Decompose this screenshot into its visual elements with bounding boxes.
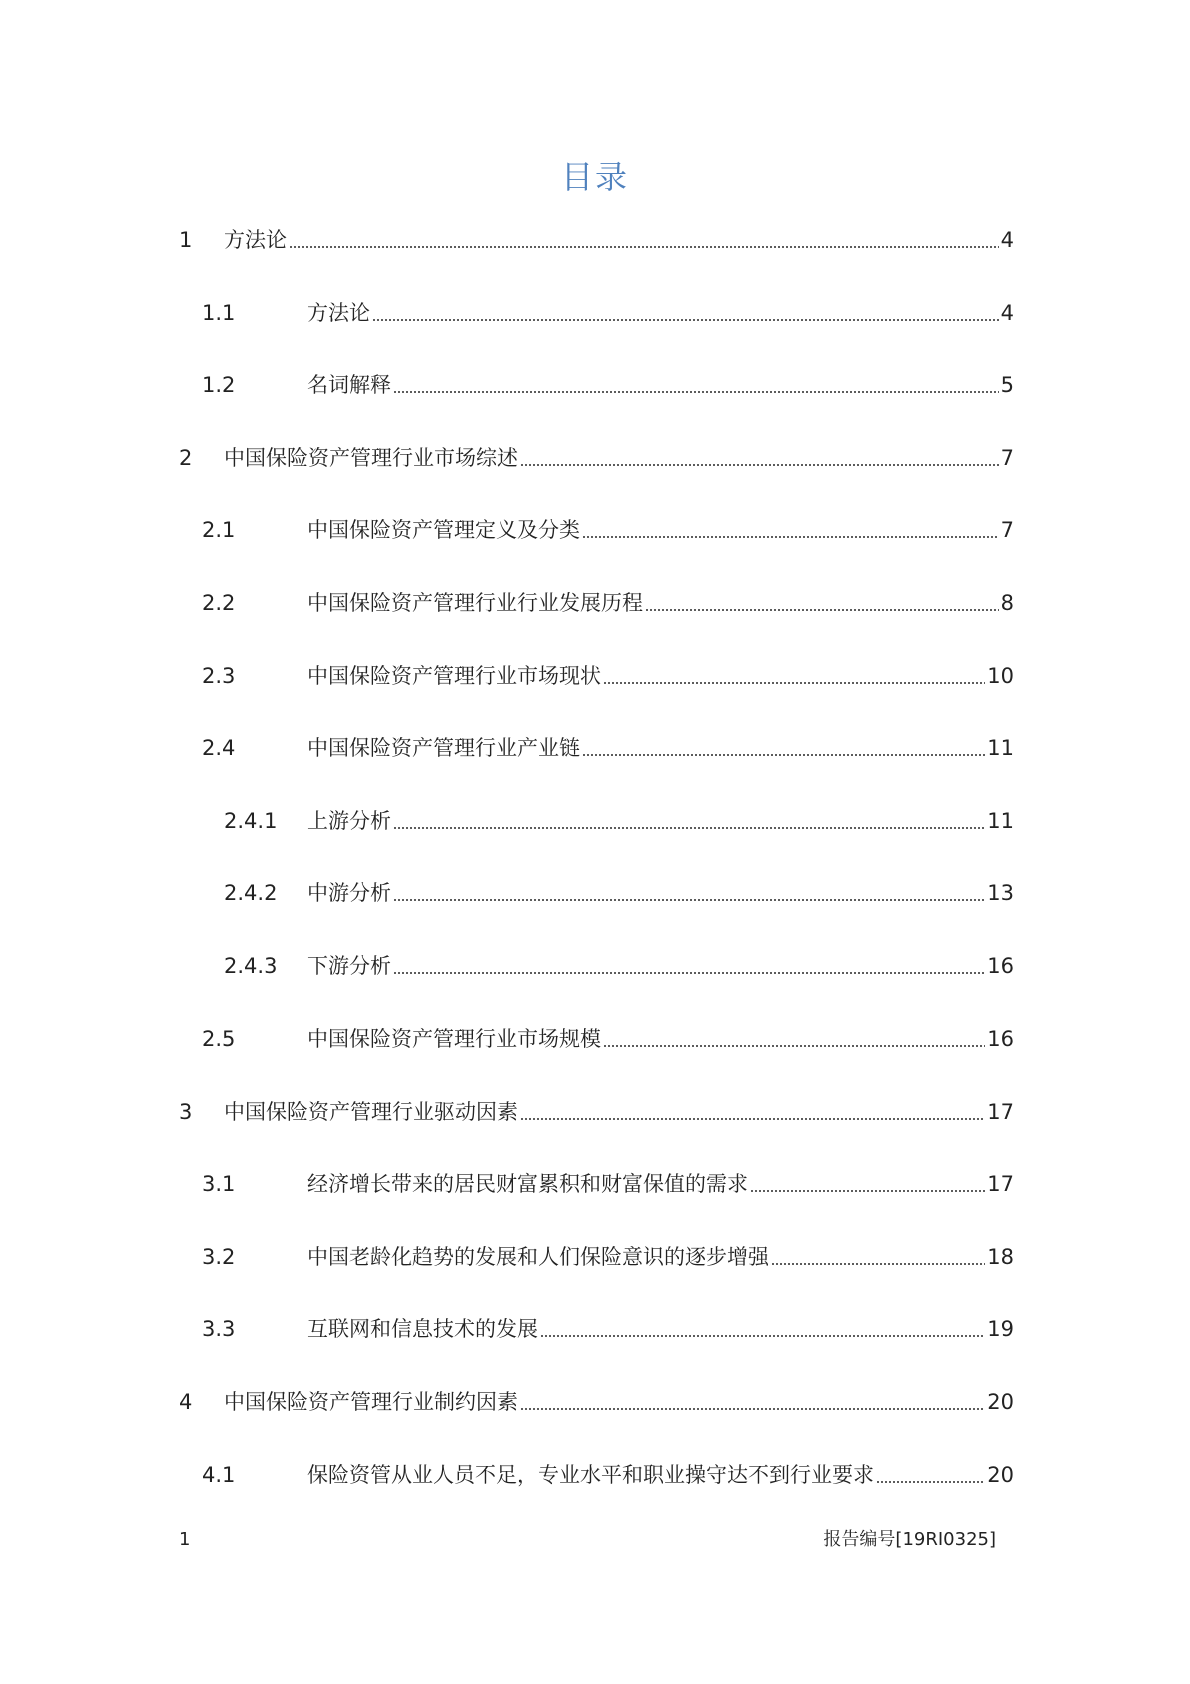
toc-entry[interactable] [0,733,1190,763]
dot-leader [750,1190,985,1192]
toc-entry[interactable] [0,1314,1190,1344]
toc-number: 2.4.2 [224,881,278,905]
toc-page-number: 10 [987,664,1014,688]
toc-page-number: 7 [1000,446,1014,470]
toc-page-number: 13 [987,881,1014,905]
toc-number: 2 [179,446,193,470]
dot-leader [393,899,985,901]
page-title: 目录 [560,158,629,196]
toc-title: 上游分析 [307,809,391,833]
toc-page-number: 19 [987,1317,1014,1341]
toc-number: 4 [179,1390,193,1414]
dot-leader [771,1263,985,1265]
toc-title: 中国保险资产管理定义及分类 [307,518,580,542]
toc-number: 3 [179,1100,193,1124]
toc-page-number: 8 [1000,591,1014,615]
toc-entry[interactable] [0,1387,1190,1417]
toc-title: 中国保险资产管理行业市场现状 [307,664,601,688]
toc-number: 2.4.1 [224,809,278,833]
toc-entry[interactable] [0,443,1190,473]
dot-leader [520,464,999,466]
dot-leader [603,1045,985,1047]
toc-title: 中国保险资产管理行业行业发展历程 [307,591,643,615]
toc-entry[interactable] [0,1024,1190,1054]
toc-number: 2.4.3 [224,954,278,978]
toc-title: 中国保险资产管理行业驱动因素 [224,1100,518,1124]
toc-number: 4.1 [202,1463,236,1487]
toc-number: 1.2 [202,373,236,397]
toc-entry[interactable] [0,588,1190,618]
toc-entry[interactable] [0,225,1190,255]
toc-title: 下游分析 [307,954,391,978]
toc-page-number: 7 [1000,518,1014,542]
toc-page-number: 4 [1000,301,1014,325]
toc-title: 经济增长带来的居民财富累积和财富保值的需求 [307,1172,748,1196]
dot-leader [603,682,985,684]
toc-title: 方法论 [307,301,370,325]
toc-entry[interactable] [0,1460,1190,1490]
toc-title: 中国老龄化趋势的发展和人们保险意识的逐步增强 [307,1245,769,1269]
toc-title: 方法论 [224,228,287,252]
dot-leader [393,972,985,974]
dot-leader [582,754,985,756]
toc-number: 2.3 [202,664,236,688]
dot-leader [372,319,999,321]
toc-number: 3.1 [202,1172,236,1196]
toc-title: 中国保险资产管理行业市场综述 [224,446,518,470]
toc-page-number: 20 [987,1463,1014,1487]
dot-leader [520,1118,985,1120]
dot-leader [645,609,999,611]
toc-entry[interactable] [0,1242,1190,1272]
dot-leader [540,1335,985,1337]
toc-title: 中国保险资产管理行业市场规模 [307,1027,601,1051]
toc-page-number: 17 [987,1100,1014,1124]
toc-page-number: 4 [1000,228,1014,252]
toc-number: 1.1 [202,301,236,325]
footer-page-number: 1 [179,1529,191,1550]
toc-page-number: 16 [987,954,1014,978]
dot-leader [393,391,999,393]
dot-leader [582,536,999,538]
toc-entry[interactable] [0,806,1190,836]
toc-entry[interactable] [0,878,1190,908]
toc-number: 3.3 [202,1317,236,1341]
toc-entry[interactable] [0,1169,1190,1199]
toc-entry[interactable] [0,1097,1190,1127]
dot-leader [289,246,999,248]
toc-entry[interactable] [0,515,1190,545]
toc-page-number: 11 [987,809,1014,833]
toc-title: 中国保险资产管理行业制约因素 [224,1390,518,1414]
toc-title: 中游分析 [307,881,391,905]
toc-title: 保险资管从业人员不足，专业水平和职业操守达不到行业要求 [307,1463,874,1487]
toc-page-number: 17 [987,1172,1014,1196]
report-id: 报告编号[19RI0325] [823,1529,996,1550]
toc-entry[interactable] [0,298,1190,328]
toc-entry[interactable] [0,370,1190,400]
toc-number: 2.2 [202,591,236,615]
toc-title: 互联网和信息技术的发展 [307,1317,538,1341]
dot-leader [876,1481,985,1483]
dot-leader [520,1408,985,1410]
toc-entry[interactable] [0,661,1190,691]
toc-number: 2.5 [202,1027,236,1051]
toc-number: 3.2 [202,1245,236,1269]
toc-title: 中国保险资产管理行业产业链 [307,736,580,760]
toc-number: 1 [179,228,193,252]
toc-page-number: 5 [1000,373,1014,397]
toc-title: 名词解释 [307,373,391,397]
toc-number: 2.1 [202,518,236,542]
toc-page-number: 18 [987,1245,1014,1269]
toc-entry[interactable] [0,951,1190,981]
toc-page-number: 20 [987,1390,1014,1414]
toc-page-number: 11 [987,736,1014,760]
toc-page-number: 16 [987,1027,1014,1051]
toc-number: 2.4 [202,736,236,760]
dot-leader [393,827,985,829]
